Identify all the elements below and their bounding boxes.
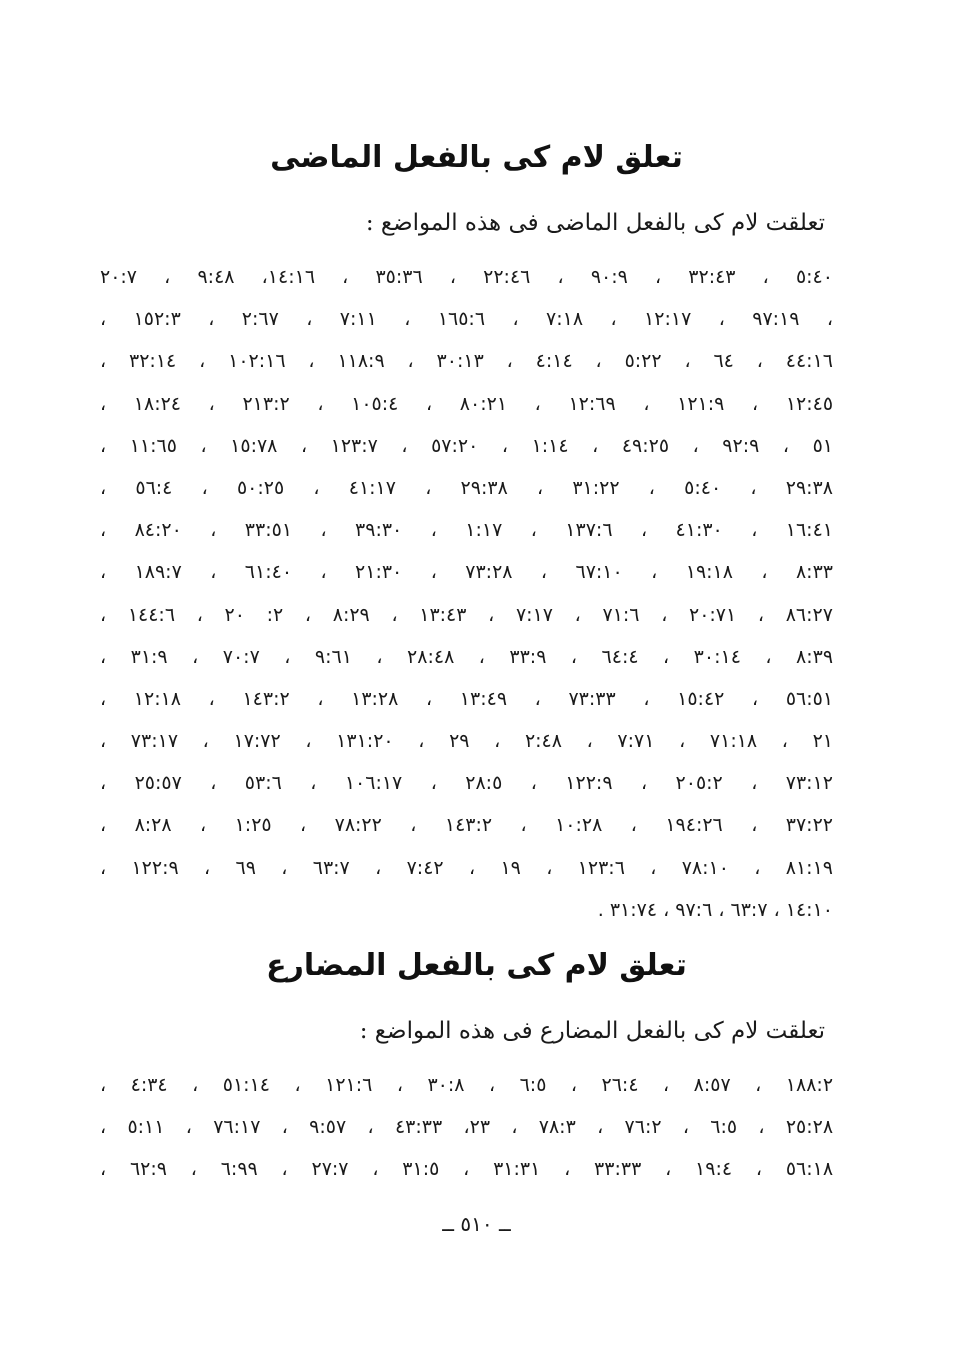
reference-line: ٥:٤٠ ، ٣٢:٤٣ ، ٩٠:٩ ، ٢٢:٤٦ ، ٣٥:٣٦ ، ١٤:١٦، ٩:٤٨ ، ٢٠:٧ bbox=[100, 266, 833, 288]
reference-line: ٣٧:٢٢ ، ١٩٤:٢٦ ، ١٠:٢٨ ، ١٤٣:٢ ، ٧٨:٢٢ ، ١:٢٥ ، ٨:٢٨ ، bbox=[100, 814, 833, 837]
reference-line: ١٢:٤٥ ، ١٢١:٩ ، ١٢:٦٩ ، ٨٠:٢١ ، ١٠٥:٤ ، ٢١٣:٢ ، ١٨:٢٤ ، bbox=[100, 392, 833, 415]
reference-list-present-verb bbox=[100, 1064, 833, 1191]
reference-line: ١٤:١٠ ، ٦٣:٧ ، ٩٧:٦ ، ٣١:٧٤ . bbox=[597, 898, 833, 921]
section-title-present-verb: تعلق لام كى بالفعل المضارع bbox=[266, 948, 687, 983]
reference-line: ٢٩:٣٨ ، ٥:٤٠ ، ٣١:٢٢ ، ٢٩:٣٨ ، ٤١:١٧ ، ٥٠:٢٥ ، ٥٦:٤ ، bbox=[100, 476, 833, 499]
page-number: ــ ٥١٠ ــ bbox=[442, 1212, 511, 1236]
reference-line: ٨:٣٣ ، ١٩:١٨ ، ٦٧:١٠ ، ٧٣:٢٨ ، ٢١:٣٠ ، ٦١:٤٠ ، ١٨٩:٧ ، bbox=[100, 561, 833, 584]
section-intro-present-verb: تعلقت لام كى بالفعل المضارع فى هذه المواضع : bbox=[359, 1018, 825, 1044]
reference-line: ١٦:٤١ ، ٤١:٣٠ ، ١٣٧:٦ ، ١:١٧ ، ٣٩:٣٠ ، ٣٣:٥١ ، ٨٤:٢٠ ، bbox=[100, 519, 833, 542]
reference-line: ٢١ ، ٧١:١٨ ، ٧:٧١ ، ٢:٤٨ ، ٢٩ ، ١٣١:٢٠ ، ١٧:٧٢ ، ٧٣:١٧ ، bbox=[100, 730, 833, 753]
section-title-past-verb: تعلق لام كى بالفعل الماضى bbox=[270, 140, 683, 175]
reference-line: ٨٦:٢٧ ، ٢٠:٧١ ، ٧١:٦ ، ٧:١٧ ، ١٣:٤٣ ، ٨:٢٩ ، ٢: ٢٠ ، ١٤٤:٦ ، bbox=[100, 603, 833, 626]
reference-line: ٧٣:١٢ ، ٢٠٥:٢ ، ١٢٢:٩ ، ٢٨:٥ ، ١٠٦:١٧ ، ٥٣:٦ ، ٢٥:٥٧ ، bbox=[100, 772, 833, 795]
reference-line: ٨١:١٩ ، ٧٨:١٠ ، ١٢٣:٦ ، ١٩ ، ٧:٤٢ ، ٦٣:٧ ، ٦٩ ، ١٢٢:٩ ، bbox=[100, 856, 833, 879]
reference-list-past-verb bbox=[100, 256, 833, 931]
reference-line: ١٨٨:٢ ، ٨:٥٧ ، ٢٦:٤ ، ٦:٥ ، ٣٠:٨ ، ١٢١:٦ ، ٥١:١٤ ، ٤:٣٤ ، bbox=[100, 1074, 833, 1096]
reference-line: ٥٦:١٨ ، ١٩:٤ ، ٣٣:٣٣ ، ٣١:٣١ ، ٣١:٥ ، ٢٧:٧ ، ٦:٩٩ ، ٦٢:٩ ، bbox=[100, 1158, 833, 1181]
reference-line: ٥١ ، ٩٢:٩ ، ٤٩:٢٥ ، ١:١٤ ، ٥٧:٢٠ ، ١٢٣:٧ ، ١٥:٧٨ ، ١١:٦٥ ، bbox=[100, 434, 833, 457]
reference-line: ٥٦:٥١ ، ١٥:٤٢ ، ٧٣:٣٣ ، ١٣:٤٩ ، ١٣:٢٨ ، ١٤٣:٢ ، ١٢:١٨ ، bbox=[100, 687, 833, 710]
section-intro-past-verb: تعلقت لام كى بالفعل الماضى فى هذه المواضع : bbox=[365, 210, 825, 236]
reference-line: ٨:٣٩ ، ٣٠:١٤ ، ٦٤:٤ ، ٣٣:٩ ، ٢٨:٤٨ ، ٩:٦١ ، ٧٠:٧ ، ٣١:٩ ، bbox=[100, 645, 833, 668]
reference-line: ٢٥:٢٨ ، ٦:٥ ، ٧٦:٢ ، ٧٨:٣ ، ٢٣، ٤٣:٣٣ ، ٩:٥٧ ، ٧٦:١٧ ، ٥:١١ ، bbox=[100, 1116, 833, 1139]
reference-line: ، ٩٧:١٩ ، ١٢:١٧ ، ٧:١٨ ، ١٦٥:٦ ، ٧:١١ ، ٢:٦٧ ، ١٥٢:٣ ، bbox=[100, 308, 833, 331]
reference-line: ٤٤:١٦ ، ٦٤ ، ٥:٢٢ ، ٤:١٤ ، ٣٠:١٣ ، ١١٨:٩ ، ١٠٢:١٦ ، ٣٢:١٤ ، bbox=[100, 350, 833, 373]
